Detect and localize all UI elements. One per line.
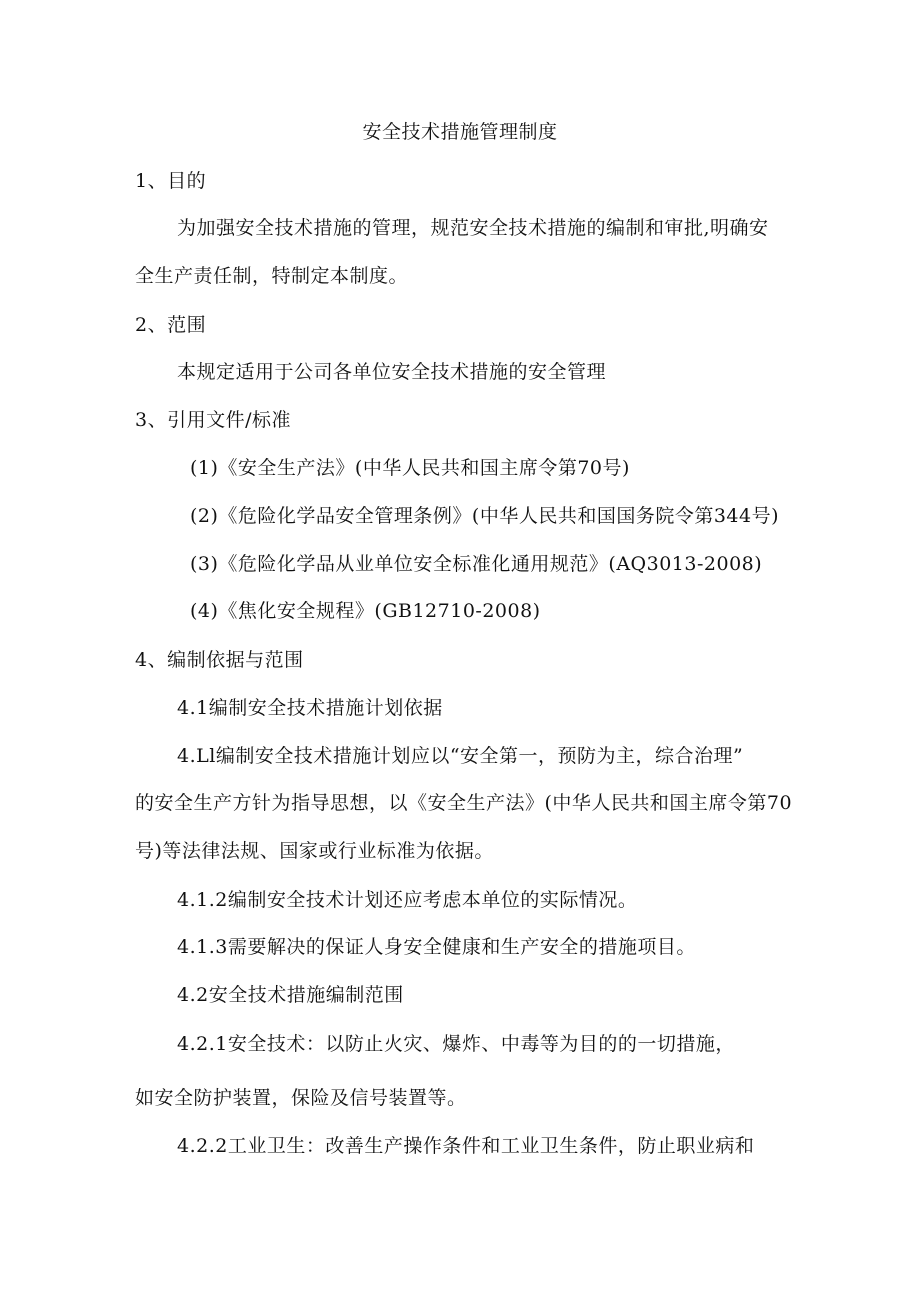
section-1-paragraph-line-2: 全生产责任制，特制定本制度。 [135,265,409,287]
reference-item-4: (4)《焦化安全规程》(GB12710-2008) [190,600,541,622]
reference-item-3: (3)《危险化学品从业单位安全标准化通用规范》(AQ3013-2008) [190,553,763,575]
clause-4-1-2: 4.1.2编制安全技术计划还应考虑本单位的实际情况。 [177,889,638,911]
section-2-heading: 2、范围 [135,314,207,336]
clause-4-1-1-line-2: 的安全生产方针为指导思想，以《安全生产法》(中华人民共和国主席令第70 [135,792,793,814]
clause-4-1-1-line-3: 号)等法律法规、国家或行业标准为依据。 [135,840,494,862]
reference-item-1: (1)《安全生产法》(中华人民共和国主席令第70号) [190,457,630,479]
section-4-heading: 4、编制依据与范围 [135,649,304,671]
section-2-paragraph: 本规定适用于公司各单位安全技术措施的安全管理 [177,361,607,383]
reference-item-2: (2)《危险化学品安全管理条例》(中华人民共和国国务院令第344号) [190,505,780,527]
subsection-4-2-heading: 4.2安全技术措施编制范围 [177,984,404,1006]
clause-4-1-3: 4.1.3需要解决的保证人身安全健康和生产安全的措施项目。 [177,936,696,958]
clause-4-2-1-line-2: 如安全防护装置，保险及信号装置等。 [135,1087,467,1109]
clause-4-2-1-line-1: 4.2.1安全技术：以防止火灾、爆炸、中毒等为目的的一切措施， [177,1033,735,1055]
document-title: 安全技术措施管理制度 [362,121,558,143]
section-1-heading: 1、目的 [135,170,207,192]
subsection-4-1-heading: 4.1编制安全技术措施计划依据 [177,697,443,719]
clause-4-1-1-line-1: 4.Ll编制安全技术措施计划应以“安全第一，预防为主，综合治理” [177,745,744,767]
section-3-heading: 3、引用文件/标准 [135,409,291,431]
clause-4-2-2-line-1: 4.2.2工业卫生：改善生产操作条件和工业卫生条件，防止职业病和 [177,1135,755,1157]
section-1-paragraph-line-1: 为加强安全技术措施的管理，规范安全技术措施的编制和审批,明确安 [177,217,769,239]
